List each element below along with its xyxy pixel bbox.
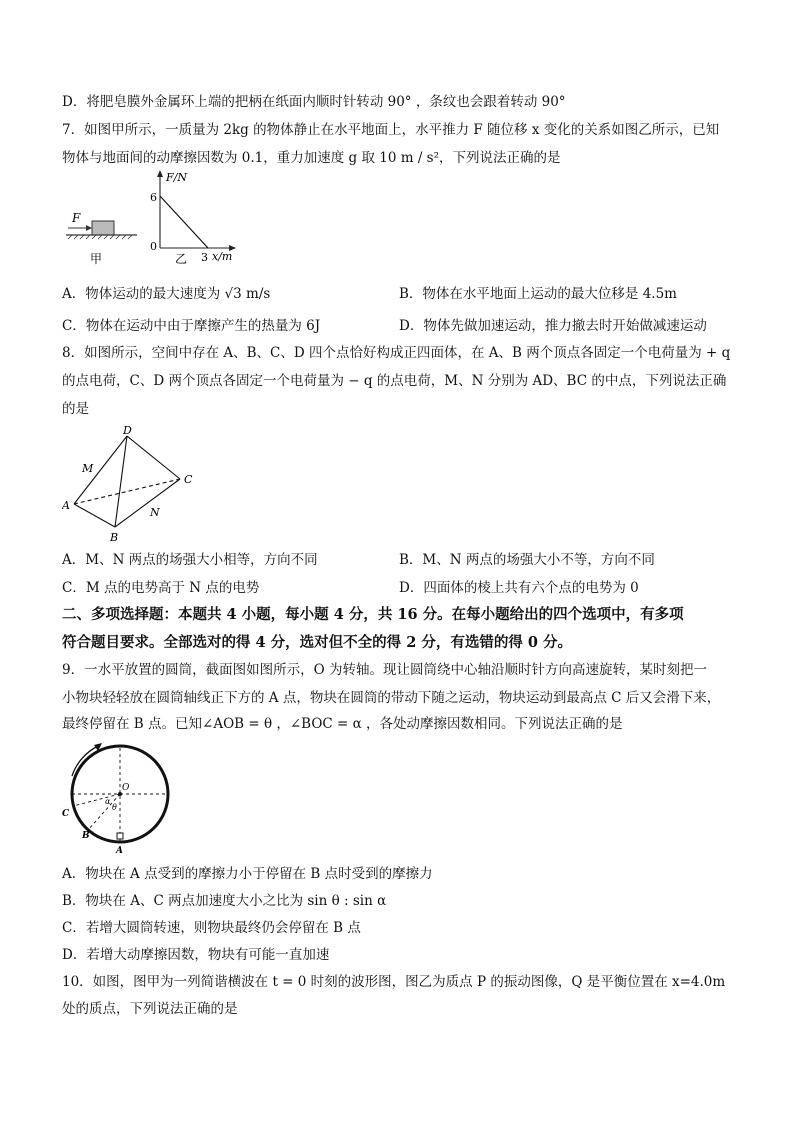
- edge-bc: [115, 479, 180, 527]
- q9-stem-line3: 最终停留在 B 点。已知∠AOB = θ ，∠BOC = α ，各处动摩擦因数相同。下列说法正确的是: [62, 716, 623, 732]
- q9-option-c: C．若增大圆筒转速，则物块最终仍会停留在 B 点: [62, 920, 361, 936]
- force-arrowhead: [86, 225, 92, 231]
- q8-stem-line3: 的是: [62, 401, 89, 417]
- q7-option-d: D．物体先做加速运动，推力撤去时开始做减速运动: [399, 318, 707, 334]
- point-o-label: O: [122, 783, 130, 793]
- vertex-b-label: B: [110, 531, 119, 544]
- origin-label: 0: [150, 240, 157, 253]
- series-line: [160, 196, 208, 248]
- section2-heading-line2: 符合题目要求。全部选对的得 4 分，选对但不全的得 2 分，有选错的得 0 分。: [62, 634, 573, 651]
- q8-option-b: B．M、N 两点的场强大小不等，方向不同: [399, 552, 655, 568]
- q9-option-b: B．物块在 A、C 两点加速度大小之比为 sin θ : sin α: [62, 893, 387, 909]
- q7-stem-line1: 7．如图甲所示，一质量为 2kg 的物体静止在水平地面上，水平推力 F 随位移 x 变化的关系如图乙所示，已知: [62, 122, 720, 138]
- q10-stem-line1: 10．如图，图甲为一列简谐横波在 t = 0 时刻的波形图，图乙为质点 P 的振动图像，Q 是平衡位置在 x=4.0m: [62, 974, 726, 990]
- q9-option-d: D．若增大动摩擦因数，物块有可能一直加速: [62, 947, 330, 963]
- q9-stem-line2: 小物块轻轻放在圆筒轴线正下方的 A 点，物块在圆筒的带动下随之运动，物块运动到最高点 C 后又会滑下来，: [62, 690, 721, 706]
- y-axis-arrow: [157, 170, 163, 177]
- q8-option-c: C．M 点的电势高于 N 点的电势: [62, 580, 260, 596]
- q7-figure-jia: [66, 211, 137, 266]
- caption-yi: 乙: [175, 252, 188, 266]
- q7-stem-line2: 物体与地面间的动摩擦因数为 0.1，重力加速度 g 取 10 m / s²，下列说法正确的是: [62, 150, 561, 166]
- q7-figure-yi: [150, 170, 236, 266]
- y-axis-label: F/N: [166, 171, 187, 184]
- q8-stem-line1: 8．如图所示，空间中存在 A、B、C、D 四个点恰好构成正四面体，在 A、B 两个顶点各固定一个电荷量为 + q: [62, 345, 731, 361]
- force-label: F: [72, 211, 81, 225]
- q9-cylinder-figure: [58, 738, 178, 856]
- angle-alpha-label: α: [105, 797, 111, 806]
- q7-option-c: C．物体在运动中由于摩擦产生的热量为 6J: [62, 318, 321, 334]
- point-c-label: C: [62, 809, 70, 819]
- x-tick-label: 3: [201, 251, 208, 264]
- angle-theta-label: θ: [112, 803, 117, 812]
- edge-ab: [74, 504, 115, 527]
- point-n-label: N: [150, 506, 160, 519]
- q7-option-b: B．物体在水平地面上运动的最大位移是 4.5m: [399, 286, 677, 302]
- q9-stem-line1: 9．一水平放置的圆筒，截面图如图所示，O 为转轴。现让圆筒绕中心轴沿顺时针方向高速旋转，某时刻把一: [62, 662, 707, 678]
- section2-heading-line1: 二、多项选择题：本题共 4 小题，每小题 4 分，共 16 分。在每小题给出的四个选项中，有多项: [62, 606, 684, 623]
- block-a: [117, 833, 123, 839]
- point-b-label: B: [82, 831, 90, 841]
- point-m-label: M: [82, 462, 94, 475]
- q8-option-a: A．M、N 两点的场强大小相等，方向不同: [62, 552, 318, 568]
- q8-option-d: D．四面体的棱上共有六个点的电势为 0: [399, 580, 639, 596]
- q6-option-d: D．将肥皂膜外金属环上端的把柄在纸面内顺时针转动 90° ，条纹也会跟着转动 90°: [62, 94, 566, 110]
- radius-ob: [88, 794, 120, 830]
- vertex-c-label: C: [184, 473, 193, 486]
- block: [92, 221, 114, 235]
- q8-stem-line2: 的点电荷，C、D 两个顶点各固定一个电荷量为 − q 的点电荷，M、N 分别为 AD、BC 的中点，下列说法正确: [62, 373, 727, 389]
- x-axis-label: x/m: [212, 250, 233, 263]
- edge-dc: [127, 436, 180, 479]
- point-a-label: A: [116, 846, 123, 856]
- ground-hatching: [68, 235, 132, 239]
- q7-figure: [62, 168, 252, 270]
- vertex-d-label: D: [123, 424, 132, 437]
- q10-stem-line2: 处的质点，下列说法正确的是: [62, 1001, 238, 1017]
- q7-option-a: A．物体运动的最大速度为 √3 m/s: [62, 286, 271, 302]
- caption-jia: 甲: [90, 252, 103, 266]
- q8-tetrahedron-figure: [62, 424, 202, 546]
- vertex-a-label: A: [62, 499, 70, 512]
- y-tick-label: 6: [150, 191, 157, 204]
- q9-option-a: A．物块在 A 点受到的摩擦力小于停留在 B 点时受到的摩擦力: [62, 866, 433, 882]
